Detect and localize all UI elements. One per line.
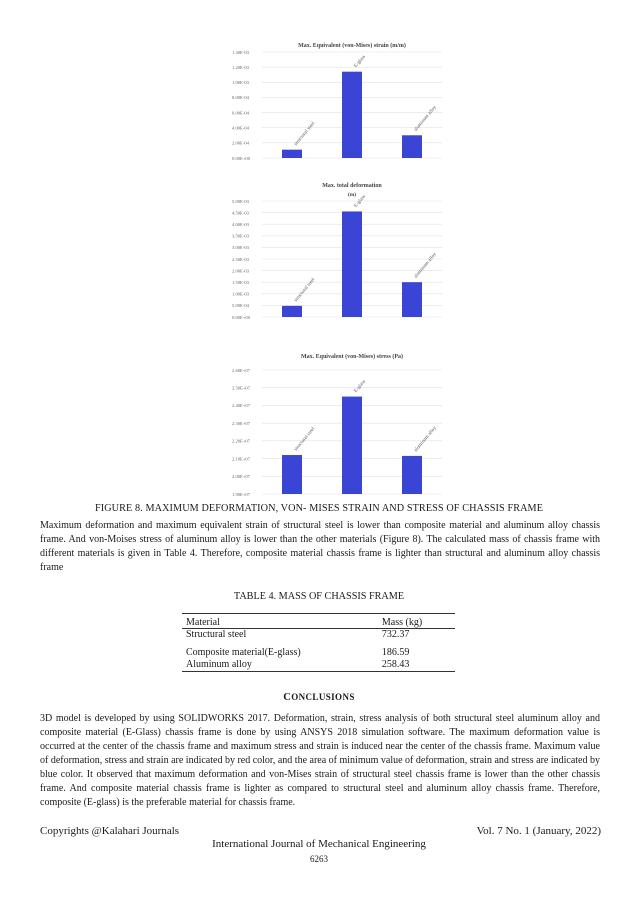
table-header-mass: Mass (kg) (378, 614, 455, 629)
page-number: 6263 (310, 854, 328, 864)
y-tick-label: 3.00E-03 (232, 245, 249, 251)
bar-category-label: E-glass (353, 379, 368, 394)
table-cell-mass: 258.43 (378, 659, 455, 672)
y-tick-label: 2.00E-04 (232, 140, 249, 146)
table-row (182, 641, 455, 659)
strain-chart-svg (0, 36, 638, 166)
section-heading-initial: C (283, 692, 292, 703)
y-tick-label: 4.00E-03 (232, 222, 249, 227)
y-tick-label: 2.20E+07 (232, 438, 251, 444)
table-cell-mass: 186.59 (381, 647, 410, 658)
y-tick-label: 2.10E+07 (232, 456, 251, 462)
chart-subtitle: (m) (347, 192, 357, 198)
table-cell-material: Aluminum alloy (182, 659, 378, 672)
bar-category-label: structural steel (293, 277, 317, 304)
chart-title: Max. Equivalent (von-Mises) stress (Pa) (300, 354, 404, 360)
y-tick-label: 2.50E-03 (232, 256, 249, 262)
y-tick-label: 3.50E-03 (232, 233, 249, 239)
footer-journal: International Journal of Mechanical Engineering (212, 838, 426, 850)
y-tick-label: 0.00E+00 (232, 314, 251, 320)
bar (402, 282, 422, 317)
paragraph-results: Maximum deformation and maximum equivalent strain of structural steel is lower than composite material and aluminum alloy chassis frame. And von-Moises stress of aluminum alloy is lower than the other materials (Figure 8). The calculated mass of chassis frame with different materials is given in Table 4. Therefore, composite material chassis frame is lighter than structural and aluminum alloy chassis frame (40, 520, 600, 573)
paragraph-conclusions: 3D model is developed by using SOLIDWORKS 2017. Deformation, strain, stress analysis of both structural steel aluminum alloy and composite material (E-Glass) chassis frame is done by using ANSYS 2018 simulation software. The maximum deformation value is occurred at the center of the chassis frame and maximum stress and strain is induced near the center of the chassis frame. Maximum value of deformation, stress and strain are indicated by red color, and the area of minimum value of deformation, strain and stress are indicated by blue color. It observed that maximum deformation and von-Mises strain of structural steel chassis frame is lower than the other chassis frame. And composite material chassis frame is lighter as compared to structural steel and aluminum alloy chassis frame. Therefore, composite (E-glass) is the preferable material for chassis frame. (40, 713, 600, 808)
bar (342, 397, 362, 494)
section-heading-conclusions (0, 692, 638, 703)
table-title: TABLE 4. MASS OF CHASSIS FRAME (233, 591, 405, 602)
y-tick-label: 2.00E+07 (232, 474, 251, 480)
bar (282, 455, 302, 494)
y-tick-label: 8.00E-04 (232, 95, 249, 101)
bar (402, 135, 422, 158)
y-tick-label: 0.00E+00 (232, 155, 251, 161)
bar (282, 306, 302, 317)
bar-category-label: aluminum alloy (413, 425, 438, 454)
strain-chart (0, 36, 638, 166)
bar (402, 456, 422, 494)
y-tick-label: 2.30E+07 (232, 420, 251, 426)
y-tick-label: 2.00E-03 (232, 268, 249, 274)
y-tick-label: 1.50E-03 (232, 280, 249, 285)
table-cell-mass: 732.37 (381, 629, 410, 640)
y-tick-label: 4.00E-04 (232, 125, 249, 131)
y-tick-label: 5.00E-03 (232, 198, 249, 204)
y-tick-label: 1.90E+07 (232, 491, 251, 497)
table-row (182, 629, 455, 642)
footer-volume: Vol. 7 No. 1 (January, 2022) (476, 825, 601, 837)
y-tick-label: 1.40E-03 (232, 49, 249, 55)
deformation-chart (0, 176, 638, 326)
mass-table (182, 613, 455, 672)
chart-title: Max. total deformation (322, 183, 382, 189)
y-tick-label: 1.20E-03 (232, 64, 249, 70)
bar-category-label: aluminum alloy (413, 252, 438, 280)
footer-copyright: Copyrights @Kalahari Journals (40, 825, 180, 837)
chart-title: Max. Equivalent (von-Mises) strain (m/m) (298, 43, 406, 49)
deformation-chart-svg (0, 176, 638, 326)
figure-caption: FIGURE 8. MAXIMUM DEFORMATION, VON- MISES STRAIN AND STRESS OF CHASSIS FRAME (94, 503, 544, 514)
y-tick-label: 5.00E-04 (232, 303, 249, 309)
y-tick-label: 2.40E+07 (232, 403, 251, 409)
bar-category-label: E-glass (353, 54, 368, 69)
bar-category-label: aluminum alloy (413, 105, 438, 133)
stress-chart-svg (0, 348, 638, 500)
table-cell-material: Structural steel (186, 629, 247, 640)
table-header-row (182, 614, 455, 629)
bar (342, 72, 362, 158)
section-heading-rest: ONCLUSIONS (291, 692, 355, 702)
y-tick-label: 1.00E-03 (232, 291, 249, 297)
y-tick-label: 2.60E+07 (232, 367, 251, 373)
stress-chart (0, 348, 638, 500)
bar-category-label: E-glass (353, 194, 368, 209)
bar-category-label: structural steel (293, 121, 317, 147)
table-cell-material: Composite material(E-glass) (186, 647, 301, 658)
table-header-material: Material (182, 614, 378, 629)
bar (342, 211, 362, 317)
table-row (182, 659, 455, 672)
y-tick-label: 1.00E-03 (232, 80, 249, 86)
bar (282, 150, 302, 158)
bar-category-label: structural steel (293, 426, 317, 453)
y-tick-label: 6.00E-04 (232, 110, 249, 116)
y-tick-label: 2.50E+07 (232, 385, 251, 391)
y-tick-label: 4.50E-03 (232, 210, 249, 216)
